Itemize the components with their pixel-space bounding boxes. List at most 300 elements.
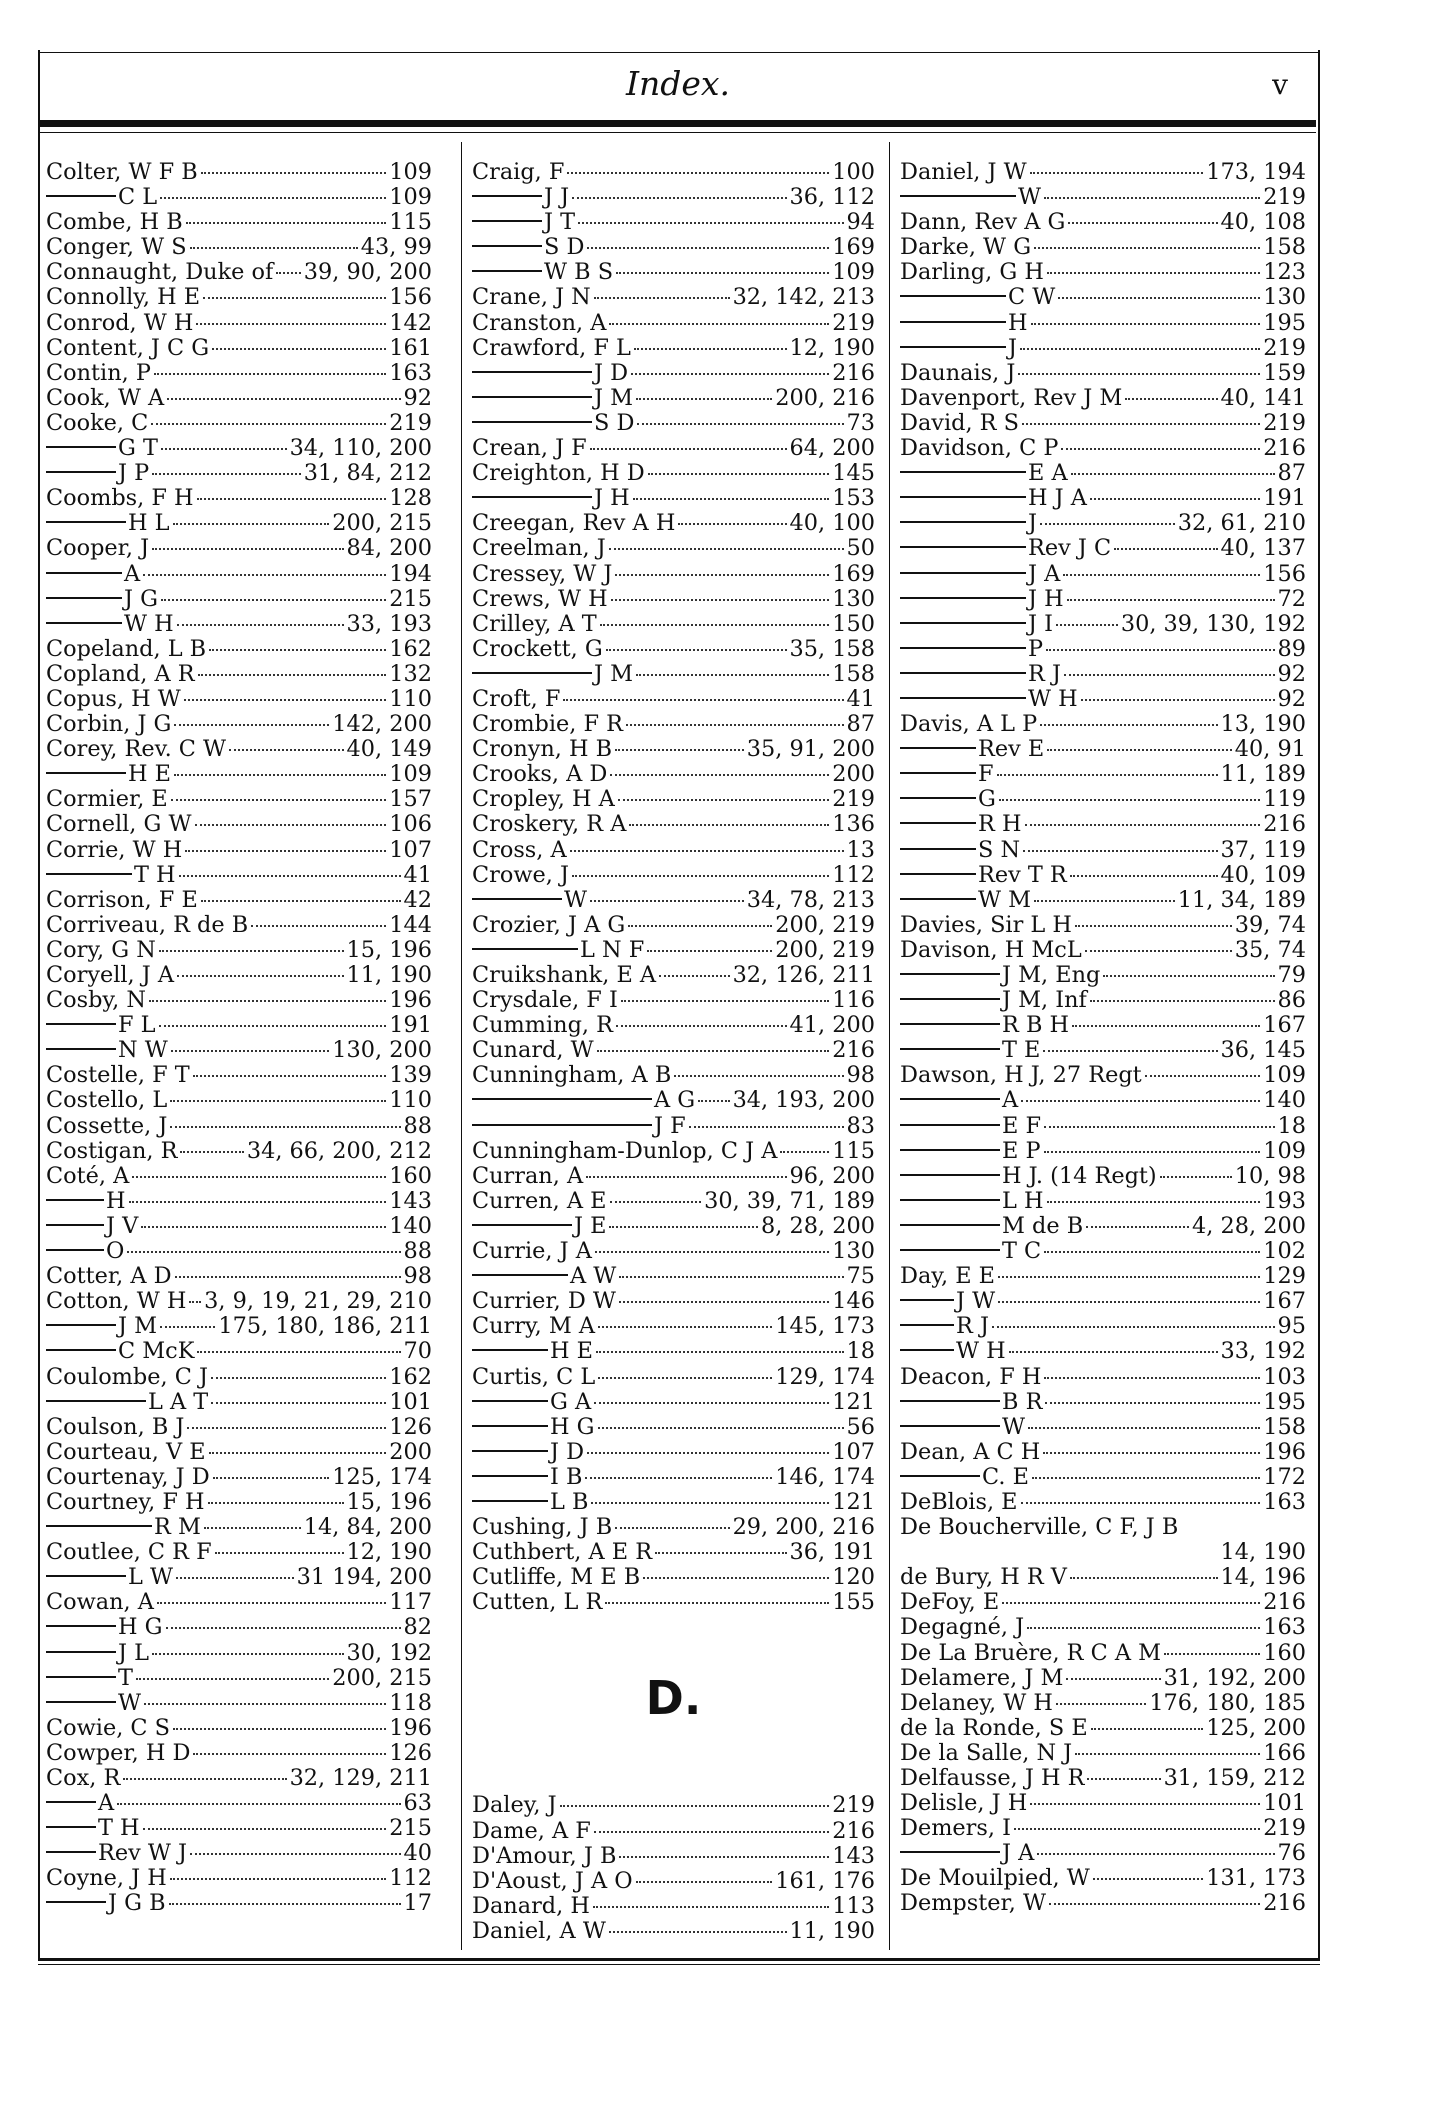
index-entry <box>46 1666 432 1691</box>
entry-pages: 109 <box>389 159 432 185</box>
entry-pages: 216 <box>832 1817 875 1844</box>
entry-name <box>46 386 164 411</box>
entry-name-text: Delisle, J H <box>900 1790 1028 1817</box>
entry-pages: 35, 91, 200 <box>746 736 875 763</box>
index-entry <box>46 938 432 963</box>
index-entry <box>472 1390 875 1415</box>
ditto-dash <box>46 1525 152 1527</box>
entry-name-text: David, R S <box>900 409 1019 436</box>
section-letter: D. <box>645 1671 702 1726</box>
entry-name <box>900 1515 1178 1540</box>
entry-pages: 107 <box>832 1438 875 1465</box>
index-entry <box>472 1365 875 1390</box>
entry-name <box>472 687 560 712</box>
dot-leader <box>609 1226 758 1228</box>
index-entry <box>900 913 1306 938</box>
index-entry <box>472 562 875 587</box>
entry-name <box>900 1088 1018 1113</box>
ditto-dash <box>46 873 132 875</box>
entry-name <box>46 1741 190 1766</box>
entry-name-text: Crews, W H <box>472 585 608 612</box>
dot-leader <box>587 1452 829 1454</box>
index-entry <box>472 637 875 662</box>
entry-name <box>472 336 631 361</box>
entry-name-text: J T <box>544 209 576 236</box>
entry-pages: 219 <box>1263 409 1306 436</box>
entry-name <box>46 1114 167 1139</box>
entry-name <box>472 1114 686 1139</box>
entry-pages: 4, 28, 200 <box>1192 1212 1306 1239</box>
entry-name <box>900 1063 1142 1088</box>
ditto-dash <box>46 1676 116 1678</box>
entry-name-text: Croft, F <box>472 685 561 712</box>
entry-name <box>472 260 613 285</box>
entry-name <box>46 787 168 812</box>
entry-name <box>900 1465 1029 1490</box>
index-entry <box>46 1465 432 1490</box>
ditto-dash <box>900 848 976 850</box>
dot-leader <box>626 724 843 726</box>
entry-name <box>900 1139 1041 1164</box>
entry-name-text: J M, Inf <box>1002 987 1087 1014</box>
index-entry <box>472 963 875 988</box>
entry-pages: 107 <box>389 836 432 863</box>
entry-name-text: Deacon, F H <box>900 1363 1042 1390</box>
entry-name-text: H <box>106 1187 126 1214</box>
entry-name <box>900 812 1022 837</box>
ditto-dash <box>900 471 1026 473</box>
entry-pages: 29, 200, 216 <box>732 1514 875 1541</box>
entry-name <box>46 712 171 737</box>
dot-leader <box>619 1301 829 1303</box>
entry-pages: 115 <box>389 209 432 236</box>
entry-name <box>900 838 1020 863</box>
entry-name-text: J G <box>124 585 158 612</box>
entry-pages: 75 <box>846 1263 875 1290</box>
entry-pages: 215 <box>389 1815 432 1842</box>
ditto-dash <box>46 1651 116 1653</box>
ditto-dash <box>46 1048 116 1050</box>
dot-leader <box>997 774 1218 776</box>
ditto-dash <box>900 597 1026 599</box>
index-entry <box>472 210 875 235</box>
entry-name-text: Crombie, F R <box>472 711 624 738</box>
index-column-1 <box>46 160 432 1917</box>
index-entry <box>472 787 875 812</box>
entry-pages: 79 <box>1277 962 1306 988</box>
entry-name-text: Cunningham, A B <box>472 1062 672 1089</box>
entry-name-text: T H <box>134 861 176 888</box>
entry-name-text: A G <box>654 1087 696 1114</box>
index-entry <box>46 1415 432 1440</box>
index-entry <box>46 1816 432 1841</box>
entry-pages: 191 <box>1263 485 1306 512</box>
entry-name-text: R J <box>1028 660 1061 687</box>
index-entry <box>472 762 875 787</box>
entry-name-text: Craig, F <box>472 159 565 185</box>
dot-leader <box>1040 724 1217 726</box>
entry-name <box>46 1063 190 1088</box>
entry-name-text: J E <box>574 1212 607 1239</box>
index-entry <box>900 562 1306 587</box>
index-entry <box>46 411 432 436</box>
index-entry <box>900 863 1306 888</box>
entry-name-text: H E <box>128 761 171 788</box>
index-entry <box>900 336 1306 361</box>
dot-leader <box>143 574 386 576</box>
dot-leader <box>1014 1828 1260 1830</box>
entry-pages: 169 <box>832 234 875 261</box>
ditto-dash <box>46 1901 106 1903</box>
dot-leader <box>152 1653 344 1655</box>
entry-name-text: Cosby, N <box>46 987 146 1014</box>
entry-name <box>472 963 656 988</box>
dot-leader <box>1056 624 1118 626</box>
entry-pages: 216 <box>1263 1589 1306 1616</box>
entry-name <box>900 913 1072 938</box>
index-entry <box>46 1741 432 1766</box>
ditto-dash <box>472 1349 548 1351</box>
entry-name <box>472 1894 590 1919</box>
entry-pages: 15, 196 <box>346 1488 432 1515</box>
entry-name-text: Cropley, H A <box>472 786 615 813</box>
entry-name-text: T E <box>1002 1037 1041 1064</box>
index-entry <box>46 712 432 737</box>
entry-name <box>46 1440 206 1465</box>
index-entry <box>900 787 1306 812</box>
entry-name-text: L H <box>1002 1187 1044 1214</box>
index-entry <box>900 762 1306 787</box>
dot-leader <box>1018 373 1260 375</box>
entry-name-text: Coutlee, C R F <box>46 1539 212 1566</box>
dot-leader <box>1058 297 1260 299</box>
entry-pages: 173, 194 <box>1206 159 1306 185</box>
index-entry <box>46 260 432 285</box>
ditto-dash <box>900 1475 980 1477</box>
entry-pages: 191 <box>389 1012 432 1039</box>
entry-pages: 30, 39, 71, 189 <box>704 1187 875 1214</box>
dot-leader <box>1027 1627 1260 1629</box>
dot-leader <box>998 1276 1260 1278</box>
ditto-dash <box>46 622 122 624</box>
ditto-dash <box>46 471 116 473</box>
index-entry <box>900 311 1306 336</box>
index-entry <box>472 1515 875 1540</box>
entry-pages: 41 <box>846 685 875 712</box>
index-entry <box>472 812 875 837</box>
entry-name <box>900 612 1053 637</box>
entry-pages: 31, 159, 212 <box>1163 1765 1306 1791</box>
entry-name-text: Crooks, A D <box>472 761 608 788</box>
entry-name <box>46 1565 173 1590</box>
entry-pages: 155 <box>832 1589 875 1616</box>
entry-name-text: G T <box>118 435 158 462</box>
index-entry <box>472 1440 875 1465</box>
index-entry <box>46 1766 432 1791</box>
index-entry <box>46 1063 432 1088</box>
entry-name-text: W M <box>978 886 1032 913</box>
dot-leader <box>619 1276 843 1278</box>
entry-name-text: Danard, H <box>472 1892 590 1919</box>
ditto-dash <box>472 1475 548 1477</box>
entry-pages: 106 <box>389 811 432 838</box>
index-entry <box>472 1869 875 1894</box>
index-entry <box>46 812 432 837</box>
entry-pages: 30, 39, 130, 192 <box>1120 610 1306 637</box>
entry-name <box>472 1540 652 1565</box>
index-entry <box>472 1339 875 1364</box>
dot-leader <box>590 900 744 902</box>
ditto-dash <box>900 1098 1000 1100</box>
dot-leader <box>169 1903 401 1905</box>
entry-pages: 219 <box>1263 334 1306 361</box>
entry-name-text: F L <box>118 1012 156 1039</box>
index-entry <box>46 787 432 812</box>
entry-pages: 140 <box>1263 1087 1306 1114</box>
entry-name-text: H <box>1008 309 1028 336</box>
entry-pages: 219 <box>832 309 875 336</box>
entry-name <box>46 1239 124 1264</box>
index-entry <box>46 1189 432 1214</box>
entry-name-text: Croskery, R A <box>472 811 627 838</box>
ditto-dash <box>472 396 592 398</box>
entry-pages: 219 <box>1263 1815 1306 1842</box>
entry-name-text: Dempster, W <box>900 1890 1046 1917</box>
index-entry <box>900 938 1306 963</box>
ditto-dash <box>46 1851 96 1853</box>
entry-name-text: F <box>978 761 994 788</box>
entry-pages: 161 <box>389 334 432 361</box>
entry-name-text: Dann, Rev A G <box>900 209 1066 236</box>
entry-pages: 11, 190 <box>789 1917 875 1944</box>
entry-pages: 160 <box>1263 1639 1306 1666</box>
dot-leader <box>152 473 301 475</box>
dot-leader <box>161 448 287 450</box>
ditto-dash <box>900 1224 1000 1226</box>
index-entry <box>46 1289 432 1314</box>
entry-name <box>900 1365 1041 1390</box>
entry-name <box>900 285 1055 310</box>
dot-leader <box>1067 599 1275 601</box>
entry-name-text: Daniel, A W <box>472 1917 606 1944</box>
entry-pages: 103 <box>1263 1363 1306 1390</box>
entry-name <box>900 1891 1046 1916</box>
ditto-dash <box>900 1023 1000 1025</box>
entry-pages: 162 <box>389 635 432 662</box>
index-entry <box>472 1114 875 1139</box>
entry-name-text: Delfausse, J H R <box>900 1765 1085 1791</box>
ditto-dash <box>900 1400 1000 1402</box>
dot-leader <box>619 1856 829 1858</box>
dot-leader <box>1066 1678 1160 1680</box>
entry-name-text: de Bury, H R V <box>900 1564 1067 1591</box>
entry-name <box>46 737 226 762</box>
index-entry <box>472 386 875 411</box>
entry-pages: 121 <box>832 1488 875 1515</box>
entry-name-text: E A <box>1028 460 1068 487</box>
dot-leader <box>185 850 386 852</box>
index-entry <box>472 1164 875 1189</box>
ditto-dash <box>46 1349 116 1351</box>
index-entry <box>472 612 875 637</box>
entry-name <box>46 1214 138 1239</box>
dot-leader <box>597 1050 830 1052</box>
entry-pages: 3, 9, 19, 21, 29, 210 <box>204 1288 432 1315</box>
dot-leader <box>615 574 829 576</box>
index-entry <box>900 1515 1306 1540</box>
entry-name <box>900 536 1111 561</box>
ditto-dash <box>900 873 976 875</box>
entry-name <box>472 1139 777 1164</box>
dot-leader <box>1047 749 1232 751</box>
entry-name-text: Degagné, J <box>900 1614 1025 1641</box>
entry-pages: 196 <box>1263 1438 1306 1465</box>
entry-name-text: Crane, J N <box>472 284 591 311</box>
index-entry <box>472 587 875 612</box>
index-entry <box>46 737 432 762</box>
index-entry <box>900 1766 1306 1791</box>
entry-name-text: Copeland, L B <box>46 635 207 662</box>
entry-pages: 34, 66, 200, 212 <box>246 1137 432 1164</box>
entry-pages: 32, 126, 211 <box>732 962 875 988</box>
entry-name <box>472 311 606 336</box>
index-entry <box>46 1264 432 1289</box>
index-entry <box>46 562 432 587</box>
entry-name <box>472 1164 583 1189</box>
entry-pages: 196 <box>389 1714 432 1741</box>
dot-leader <box>170 1126 400 1128</box>
entry-name-text: Cooke, C <box>46 409 149 436</box>
index-entry <box>900 1214 1306 1239</box>
index-entry <box>46 1791 432 1816</box>
entry-pages: 72 <box>1277 585 1306 612</box>
dot-leader <box>1086 1226 1189 1228</box>
index-entry <box>900 712 1306 737</box>
entry-name-text: C. E <box>982 1463 1029 1490</box>
entry-name-text: Dame, A F <box>472 1817 591 1844</box>
entry-pages: 76 <box>1277 1840 1306 1867</box>
index-entry <box>900 1365 1306 1390</box>
entry-pages: 128 <box>389 485 432 512</box>
dot-leader <box>1009 1351 1218 1353</box>
entry-name-text: Rev J C <box>1028 535 1112 562</box>
index-entry <box>900 662 1306 687</box>
dot-leader <box>780 1151 829 1153</box>
entry-pages: 143 <box>832 1842 875 1869</box>
entry-name <box>900 1415 1025 1440</box>
ditto-dash <box>472 898 562 900</box>
entry-name-text: Rev W J <box>98 1840 187 1867</box>
entry-pages: 109 <box>1263 1137 1306 1164</box>
entry-name <box>46 913 248 938</box>
index-entry <box>900 1866 1306 1891</box>
entry-name-text: Cunningham-Dunlop, C J A <box>472 1137 778 1164</box>
entry-name-text: Colter, W F B <box>46 159 198 185</box>
entry-name <box>46 285 200 310</box>
entry-name-text: Courtenay, J D <box>46 1463 210 1490</box>
entry-name-text: DeBlois, E <box>900 1488 1018 1515</box>
dot-leader <box>678 523 786 525</box>
entry-name <box>46 762 171 787</box>
index-entry <box>46 863 432 888</box>
entry-pages: 18 <box>846 1338 875 1365</box>
entry-pages: 200 <box>832 761 875 788</box>
index-entry <box>900 1440 1306 1465</box>
entry-name <box>46 1390 208 1415</box>
ditto-dash <box>46 1801 96 1803</box>
dot-leader <box>196 323 386 325</box>
entry-pages: 216 <box>832 359 875 386</box>
entry-name-text: Cutliffe, M E B <box>472 1564 641 1591</box>
index-entry <box>472 486 875 511</box>
entry-pages: 126 <box>389 1413 432 1440</box>
index-entry <box>900 1339 1306 1364</box>
index-entry <box>472 1490 875 1515</box>
entry-name <box>472 486 630 511</box>
dot-leader <box>174 774 386 776</box>
index-entry <box>900 511 1306 536</box>
entry-pages: 92 <box>403 384 432 411</box>
entry-name <box>900 386 1122 411</box>
bottom-rule <box>38 1958 1320 1961</box>
entry-name <box>472 1565 640 1590</box>
entry-name-text: Corriveau, R de B <box>46 911 249 938</box>
entry-name-text: Cowper, H D <box>46 1739 191 1766</box>
entry-pages: 200, 219 <box>775 936 875 963</box>
dot-leader <box>698 1100 729 1102</box>
dot-leader <box>1002 1602 1260 1604</box>
index-entry <box>472 536 875 561</box>
dot-leader <box>160 1326 215 1328</box>
entry-name <box>900 185 1041 210</box>
index-entry <box>46 160 432 185</box>
entry-name-text: De la Salle, N J <box>900 1739 1073 1766</box>
entry-pages: 43, 99 <box>360 234 432 261</box>
index-entry <box>472 1465 875 1490</box>
entry-name-text: D'Aoust, J A O <box>472 1867 633 1894</box>
dot-leader <box>1044 1151 1261 1153</box>
dot-leader <box>141 1226 386 1228</box>
entry-pages: 100 <box>832 159 875 185</box>
index-entry <box>900 486 1306 511</box>
entry-name <box>46 1841 187 1866</box>
entry-name <box>46 1314 157 1339</box>
entry-name <box>472 712 623 737</box>
entry-pages: 200, 216 <box>775 384 875 411</box>
dot-leader <box>1043 1452 1260 1454</box>
page-header <box>40 60 1316 110</box>
dot-leader <box>636 398 772 400</box>
entry-pages: 40, 149 <box>346 736 432 763</box>
entry-name-text: L N F <box>580 936 645 963</box>
dot-leader <box>1023 850 1217 852</box>
entry-pages: 121 <box>832 1388 875 1415</box>
dot-leader <box>1021 1100 1260 1102</box>
dot-leader <box>144 1703 386 1705</box>
dot-leader <box>1025 824 1261 826</box>
entry-name-text: Coté, A <box>46 1162 130 1189</box>
ditto-dash <box>472 1500 548 1502</box>
ditto-dash <box>472 245 542 247</box>
dot-leader <box>1090 1000 1275 1002</box>
entry-pages: 41, 200 <box>789 1012 875 1039</box>
dot-leader <box>251 925 386 927</box>
dot-leader <box>1061 448 1260 450</box>
ditto-dash <box>900 1249 1000 1251</box>
dot-leader <box>1068 222 1217 224</box>
entry-name <box>900 436 1058 461</box>
entry-name-text: C W <box>1008 284 1056 311</box>
